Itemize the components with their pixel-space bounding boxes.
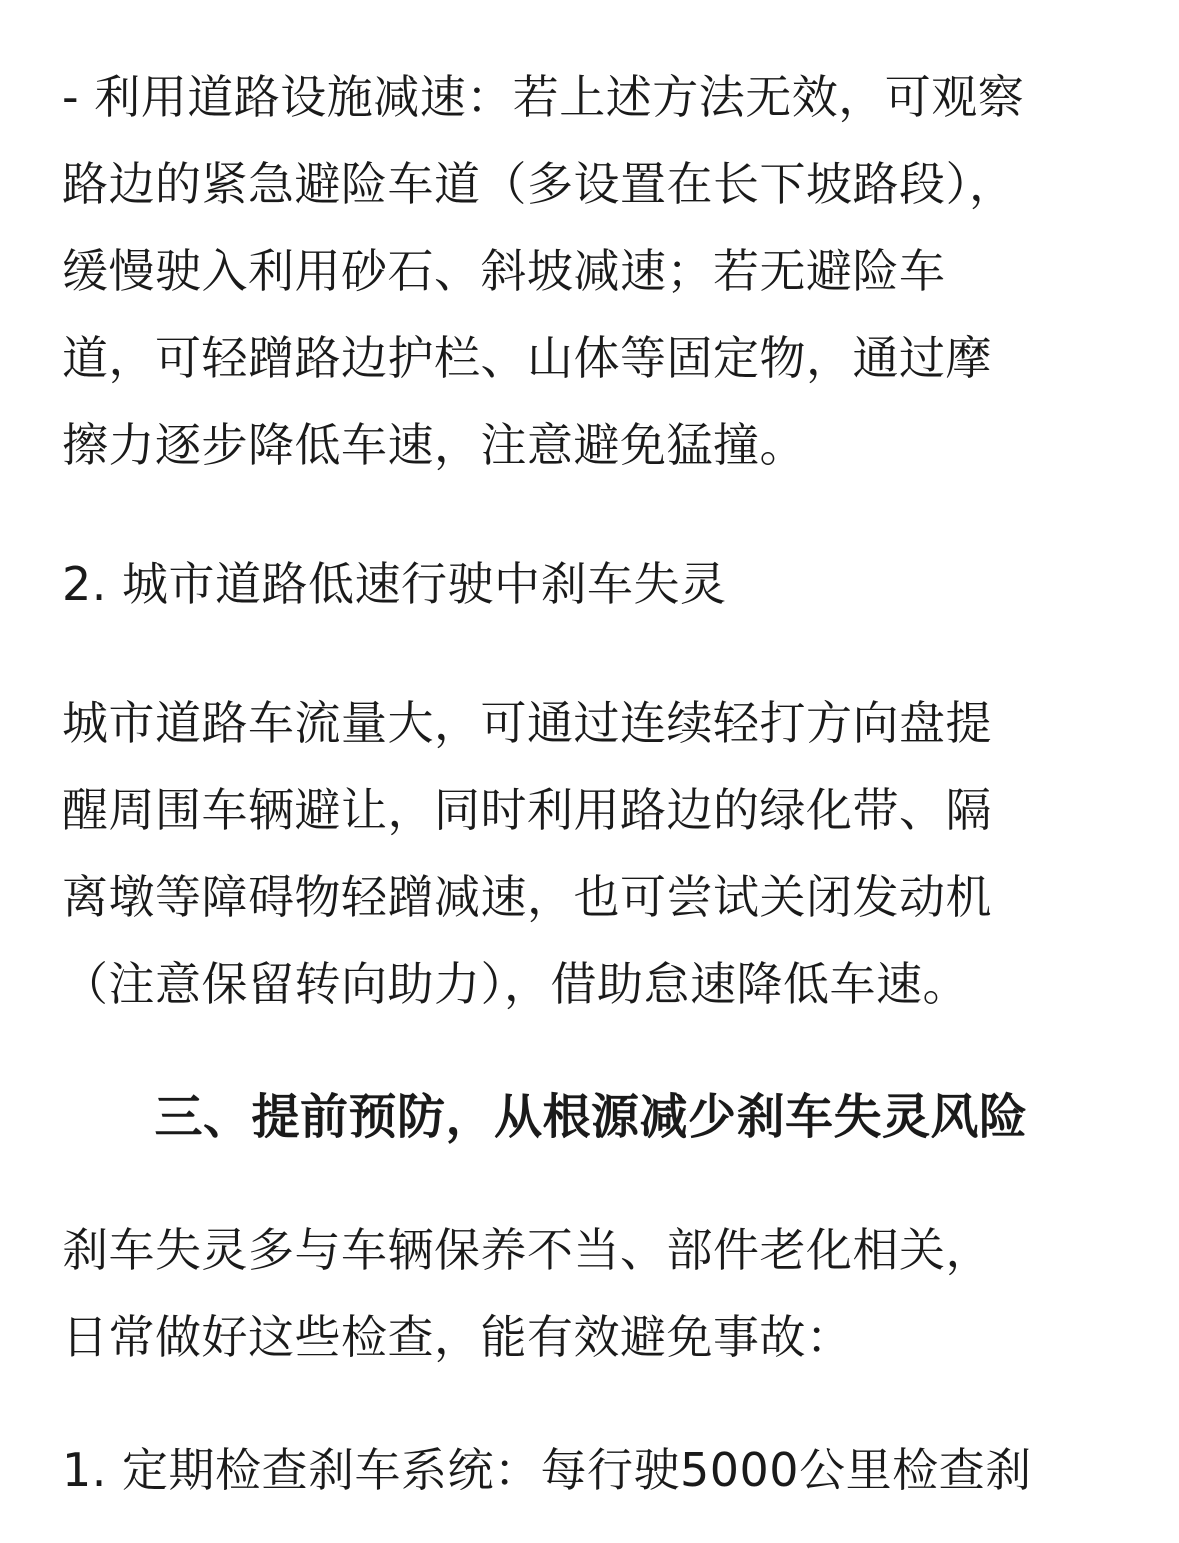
paragraph-prevention-intro [62,1207,1120,1381]
text-line: 缓慢驶入利用砂石、斜坡减速；若无避险车 [62,244,946,298]
text-line: 城市道路车流量大，可通过连续轻打方向盘提 [62,696,992,750]
text-line: 刹车失灵多与车辆保养不当、部件老化相关， [62,1223,992,1277]
list-item-brake-check [62,1427,1120,1514]
paragraph-road-facility-deceleration [62,54,1120,489]
text-line: 醒周围车辆避让，同时利用路边的绿化带、隔 [62,783,992,837]
subheading-text: 2. 城市道路低速行驶中刹车失灵 [62,557,727,611]
text-line: 擦力逐步降低车速，注意避免猛撞。 [62,418,806,472]
text-line: 道，可轻蹭路边护栏、山体等固定物，通过摩 [62,331,992,385]
text-line: 离墩等障碍物轻蹭减速，也可尝试关闭发动机 [62,870,992,924]
text-line: 路边的紧急避险车道（多设置在长下坡路段）， [62,157,1016,211]
subheading-city-road [62,541,1120,628]
paragraph-city-road [62,680,1120,1028]
article-body [62,54,1120,1514]
text-line: - 利用道路设施减速：若上述方法无效，可观察 [62,70,1025,124]
text-line: 日常做好这些检查，能有效避免事故： [62,1310,853,1364]
text-line: 1. 定期检查刹车系统：每行驶5000公里检查刹 [62,1443,1032,1497]
text-line: （注意保留转向助力），借助怠速降低车速。 [62,957,969,1011]
section-heading-prevention: 三、提前预防，从根源减少刹车失灵风险 [154,1089,1028,1145]
